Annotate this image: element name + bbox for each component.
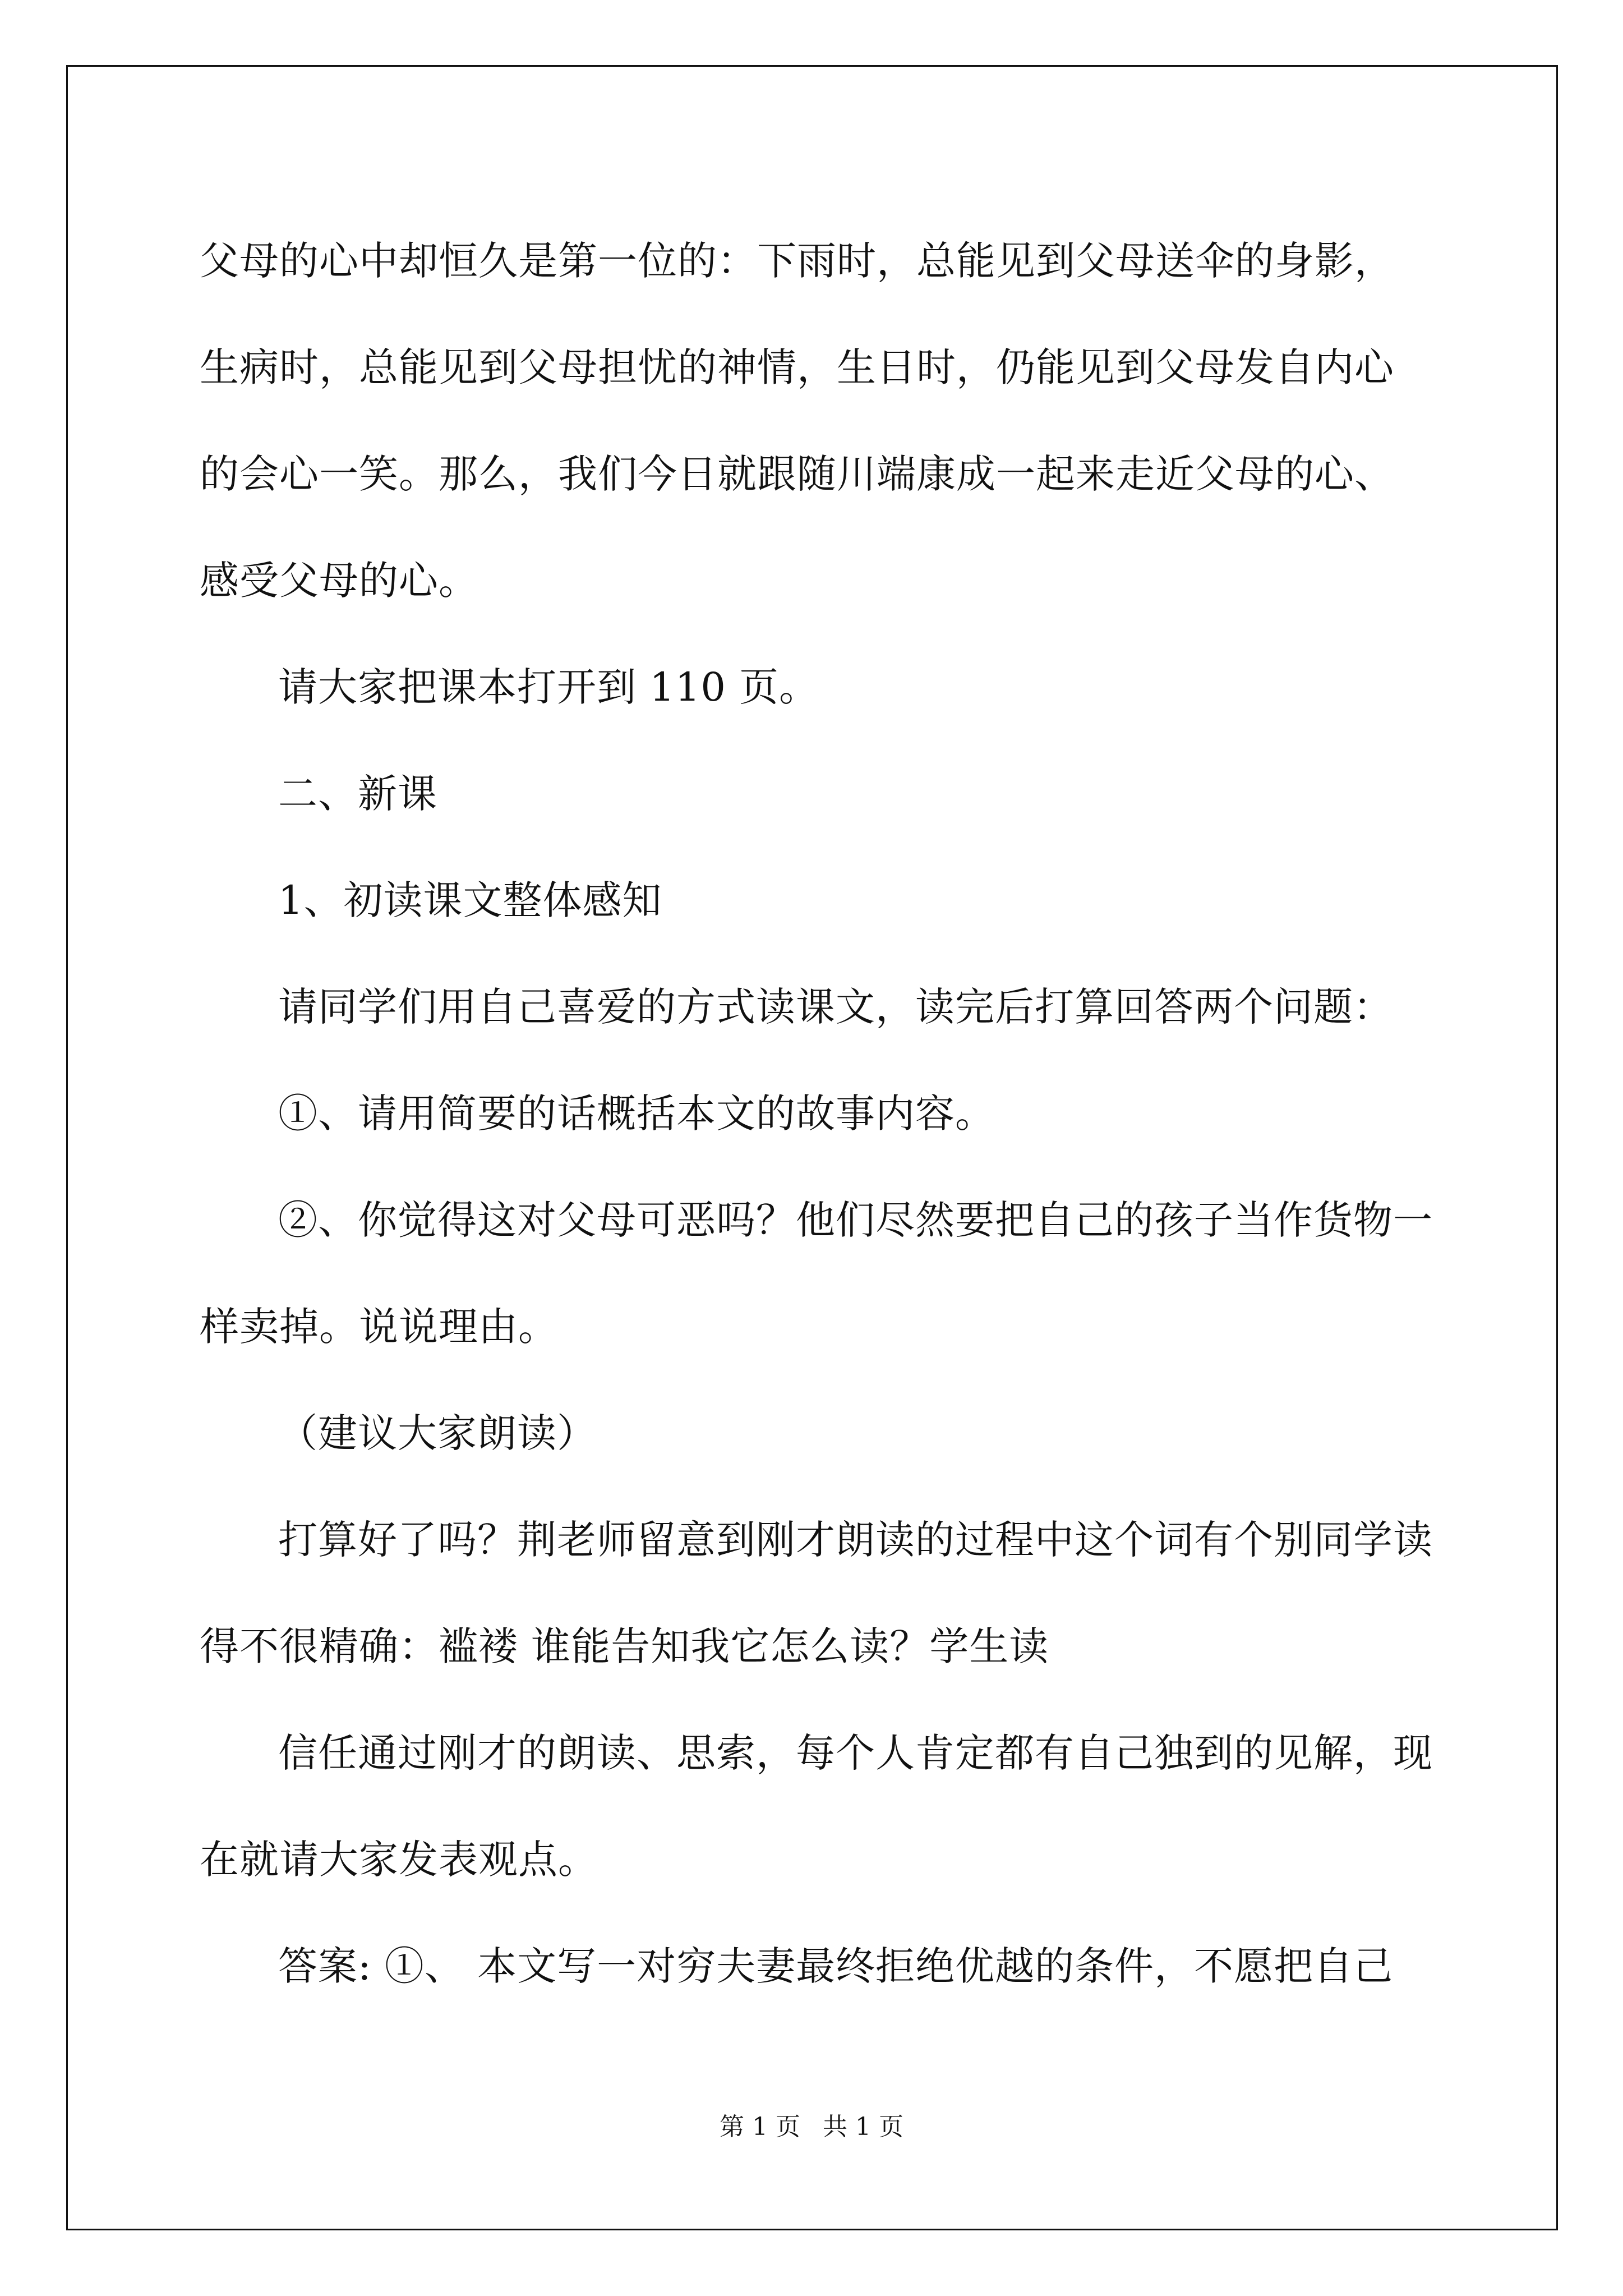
paragraph: 打算好了吗？荆老师留意到刚才朗读的过程中这个词有个别同学读得不很精确：褴褛 谁能告知我它怎么读？学生读 (200, 1517, 1433, 1669)
subsection-heading: 1、初读课文整体感知 (278, 877, 662, 923)
paragraph: 请大家把课本打开到 110 页。 (278, 664, 819, 710)
paragraph: 信任通过刚才的朗读、思索，每个人肯定都有自己独到的见解，现在就请大家发表观点。 (200, 1730, 1433, 1883)
answer-paragraph: 答案: ①、 本文写一对穷夫妻最终拒绝优越的条件，不愿把自己 (278, 1943, 1394, 1989)
page-number: 第 1 页 (720, 2113, 800, 2141)
question-item: ①、请用简要的话概括本文的故事内容。 (278, 1091, 995, 1137)
document-body (200, 208, 1433, 2019)
question-item: ②、你觉得这对父母可恶吗？他们尽然要把自己的孩子当作货物一样卖掉。说说理由。 (200, 1197, 1433, 1350)
page-footer (0, 2106, 1623, 2142)
paragraph: 请同学们用自己喜爱的方式读课文，读完后打算回答两个问题： (278, 984, 1393, 1030)
paragraph: （建议大家朗读） (278, 1410, 597, 1456)
page-total: 共 1 页 (823, 2113, 903, 2141)
section-heading: 二、新课 (278, 771, 437, 817)
paragraph: 父母的心中却恒久是第一位的：下雨时，总能见到父母送伞的身影，生病时，总能见到父母担忧的神情，生日时，仍能见到父母发自内心的会心一笑。那么，我们今日就跟随川端康成一起来走近父母的心、感受父母的心。 (200, 238, 1394, 604)
